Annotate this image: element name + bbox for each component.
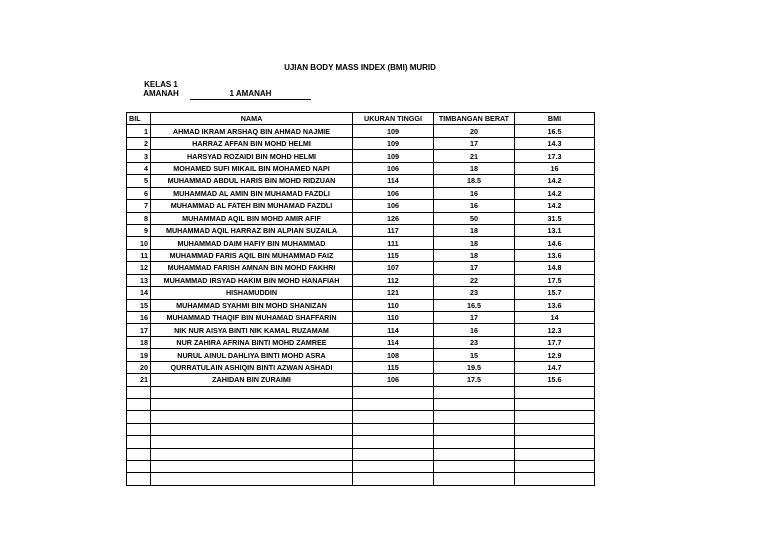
empty-cell <box>353 460 434 472</box>
cell-tinggi: 111 <box>353 237 434 249</box>
cell-bmi: 15.7 <box>515 287 595 299</box>
cell-berat: 18.5 <box>434 175 515 187</box>
table-row <box>127 137 595 149</box>
cell-bmi: 17.3 <box>515 150 595 162</box>
cell-bil: 19 <box>127 349 151 361</box>
empty-row <box>127 423 595 435</box>
cell-tinggi: 106 <box>353 200 434 212</box>
empty-cell <box>151 473 353 485</box>
cell-berat: 19.5 <box>434 361 515 373</box>
bmi-table <box>126 112 595 486</box>
table-row <box>127 312 595 324</box>
table-row <box>127 212 595 224</box>
table-row <box>127 361 595 373</box>
empty-cell <box>515 448 595 460</box>
empty-cell <box>127 473 151 485</box>
empty-cell <box>515 399 595 411</box>
table-row <box>127 324 595 336</box>
empty-cell <box>353 436 434 448</box>
column-header-bmi: BMI <box>515 113 595 125</box>
cell-tinggi: 114 <box>353 324 434 336</box>
empty-cell <box>151 399 353 411</box>
cell-bil: 7 <box>127 200 151 212</box>
empty-row <box>127 448 595 460</box>
cell-bil: 6 <box>127 187 151 199</box>
cell-berat: 16 <box>434 324 515 336</box>
cell-tinggi: 115 <box>353 249 434 261</box>
cell-bil: 3 <box>127 150 151 162</box>
cell-nama: MUHAMMAD FARIS AQIL BIN MUHAMMAD FAIZ <box>151 249 353 261</box>
empty-cell <box>127 460 151 472</box>
cell-bmi: 17.5 <box>515 274 595 286</box>
table-header-row <box>127 113 595 125</box>
cell-berat: 18 <box>434 224 515 236</box>
cell-nama: HISHAMUDDIN <box>151 287 353 299</box>
table-row <box>127 175 595 187</box>
column-header-nama: NAMA <box>151 113 353 125</box>
empty-cell <box>151 423 353 435</box>
kelas-label-line1: KELAS 1 <box>144 80 178 89</box>
cell-bil: 8 <box>127 212 151 224</box>
cell-bmi: 16.5 <box>515 125 595 137</box>
empty-cell <box>127 411 151 423</box>
cell-berat: 21 <box>434 150 515 162</box>
empty-cell <box>353 448 434 460</box>
empty-cell <box>353 473 434 485</box>
cell-bil: 18 <box>127 336 151 348</box>
empty-row <box>127 473 595 485</box>
cell-tinggi: 107 <box>353 262 434 274</box>
cell-bil: 1 <box>127 125 151 137</box>
cell-tinggi: 106 <box>353 162 434 174</box>
cell-berat: 17 <box>434 262 515 274</box>
cell-nama: AHMAD IKRAM ARSHAQ BIN AHMAD NAJMIE <box>151 125 353 137</box>
cell-tinggi: 126 <box>353 212 434 224</box>
cell-nama: MOHAMED SUFI MIKAIL BIN MOHAMED NAPI <box>151 162 353 174</box>
cell-bmi: 14.2 <box>515 200 595 212</box>
empty-cell <box>434 436 515 448</box>
cell-bil: 9 <box>127 224 151 236</box>
empty-cell <box>127 386 151 398</box>
cell-bil: 20 <box>127 361 151 373</box>
cell-berat: 18 <box>434 249 515 261</box>
cell-bmi: 14.2 <box>515 187 595 199</box>
cell-tinggi: 109 <box>353 150 434 162</box>
cell-nama: MUHAMMAD FARISH AMNAN BIN MOHD FAKHRI <box>151 262 353 274</box>
empty-row <box>127 411 595 423</box>
cell-bmi: 14.6 <box>515 237 595 249</box>
cell-bmi: 31.5 <box>515 212 595 224</box>
cell-bil: 14 <box>127 287 151 299</box>
cell-bil: 4 <box>127 162 151 174</box>
empty-cell <box>434 473 515 485</box>
empty-row <box>127 386 595 398</box>
cell-bmi: 12.3 <box>515 324 595 336</box>
cell-berat: 17.5 <box>434 374 515 386</box>
cell-bmi: 14.2 <box>515 175 595 187</box>
cell-berat: 17 <box>434 137 515 149</box>
cell-bil: 16 <box>127 312 151 324</box>
empty-cell <box>127 399 151 411</box>
cell-tinggi: 110 <box>353 312 434 324</box>
cell-bmi: 17.7 <box>515 336 595 348</box>
empty-cell <box>151 411 353 423</box>
cell-nama: MUHAMMAD IRSYAD HAKIM BIN MOHD HANAFIAH <box>151 274 353 286</box>
cell-berat: 18 <box>434 237 515 249</box>
cell-berat: 23 <box>434 287 515 299</box>
cell-tinggi: 109 <box>353 137 434 149</box>
empty-cell <box>353 423 434 435</box>
empty-cell <box>515 436 595 448</box>
column-header-tinggi: UKURAN TINGGI <box>353 113 434 125</box>
cell-bmi: 13.6 <box>515 299 595 311</box>
cell-tinggi: 112 <box>353 274 434 286</box>
cell-tinggi: 110 <box>353 299 434 311</box>
empty-row <box>127 436 595 448</box>
empty-cell <box>353 386 434 398</box>
cell-bil: 13 <box>127 274 151 286</box>
table-row <box>127 224 595 236</box>
cell-nama: HARSYAD ROZAIDI BIN MOHD HELMI <box>151 150 353 162</box>
empty-cell <box>434 460 515 472</box>
table-row <box>127 262 595 274</box>
cell-berat: 17 <box>434 312 515 324</box>
cell-bmi: 14.3 <box>515 137 595 149</box>
cell-nama: MUHAMMAD SYAHMI BIN MOHD SHANIZAN <box>151 299 353 311</box>
cell-nama: MUHAMMAD AQIL BIN MOHD AMIR AFIF <box>151 212 353 224</box>
empty-cell <box>515 473 595 485</box>
cell-tinggi: 121 <box>353 287 434 299</box>
cell-tinggi: 114 <box>353 175 434 187</box>
empty-cell <box>127 436 151 448</box>
empty-cell <box>151 436 353 448</box>
cell-bmi: 14.8 <box>515 262 595 274</box>
empty-cell <box>127 448 151 460</box>
empty-cell <box>151 448 353 460</box>
cell-nama: MUHAMMAD DAIM HAFIY BIN MUHAMMAD <box>151 237 353 249</box>
cell-bil: 2 <box>127 137 151 149</box>
table-row <box>127 237 595 249</box>
cell-nama: NIK NUR AISYA BINTI NIK KAMAL RUZAMAM <box>151 324 353 336</box>
cell-bmi: 13.6 <box>515 249 595 261</box>
cell-bil: 21 <box>127 374 151 386</box>
cell-berat: 23 <box>434 336 515 348</box>
cell-bmi: 15.6 <box>515 374 595 386</box>
cell-nama: HARRAZ AFFAN BIN MOHD HELMI <box>151 137 353 149</box>
cell-tinggi: 114 <box>353 336 434 348</box>
empty-cell <box>515 460 595 472</box>
cell-nama: MUHAMMAD ABDUL HARIS BIN MOHD RIDZUAN <box>151 175 353 187</box>
cell-tinggi: 108 <box>353 349 434 361</box>
empty-cell <box>151 386 353 398</box>
cell-berat: 50 <box>434 212 515 224</box>
cell-nama: QURRATULAIN ASHIQIN BINTI AZWAN ASHADI <box>151 361 353 373</box>
cell-bmi: 14.7 <box>515 361 595 373</box>
cell-berat: 18 <box>434 162 515 174</box>
cell-berat: 15 <box>434 349 515 361</box>
table-row <box>127 274 595 286</box>
page-title: UJIAN BODY MASS INDEX (BMI) MURID <box>284 63 436 72</box>
table-row <box>127 249 595 261</box>
cell-nama: NURUL AINUL DAHLIYA BINTI MOHD ASRA <box>151 349 353 361</box>
cell-nama: MUHAMMAD AL FATEH BIN MUHAMAD FAZDLI <box>151 200 353 212</box>
table-row <box>127 187 595 199</box>
table-row <box>127 336 595 348</box>
empty-cell <box>127 423 151 435</box>
cell-bmi: 13.1 <box>515 224 595 236</box>
cell-bil: 17 <box>127 324 151 336</box>
empty-cell <box>515 411 595 423</box>
cell-berat: 16 <box>434 200 515 212</box>
empty-cell <box>515 423 595 435</box>
table-row <box>127 125 595 137</box>
empty-cell <box>151 460 353 472</box>
table-row <box>127 162 595 174</box>
cell-bil: 5 <box>127 175 151 187</box>
kelas-value: 1 AMANAH <box>190 88 311 100</box>
cell-bmi: 14 <box>515 312 595 324</box>
cell-bmi: 16 <box>515 162 595 174</box>
cell-berat: 22 <box>434 274 515 286</box>
table-row <box>127 374 595 386</box>
empty-cell <box>353 399 434 411</box>
table-row <box>127 287 595 299</box>
table-row <box>127 349 595 361</box>
cell-bil: 10 <box>127 237 151 249</box>
empty-cell <box>434 423 515 435</box>
cell-nama: MUHAMMAD AQIL HARRAZ BIN ALPIAN SUZAILA <box>151 224 353 236</box>
empty-row <box>127 399 595 411</box>
kelas-label-line2: AMANAH <box>143 89 179 98</box>
empty-cell <box>434 386 515 398</box>
cell-tinggi: 117 <box>353 224 434 236</box>
cell-tinggi: 115 <box>353 361 434 373</box>
empty-cell <box>515 386 595 398</box>
cell-bil: 12 <box>127 262 151 274</box>
cell-berat: 16 <box>434 187 515 199</box>
cell-nama: MUHAMMAD THAQIF BIN MUHAMAD SHAFFARIN <box>151 312 353 324</box>
cell-bil: 15 <box>127 299 151 311</box>
cell-nama: MUHAMMAD AL AMIN BIN MUHAMAD FAZDLI <box>151 187 353 199</box>
table-body <box>127 125 595 485</box>
empty-cell <box>434 411 515 423</box>
kelas-label <box>138 80 184 98</box>
table-row <box>127 200 595 212</box>
empty-row <box>127 460 595 472</box>
empty-cell <box>434 448 515 460</box>
cell-nama: NUR ZAHIRA AFRINA BINTI MOHD ZAMREE <box>151 336 353 348</box>
cell-berat: 20 <box>434 125 515 137</box>
table-row <box>127 299 595 311</box>
table-row <box>127 150 595 162</box>
cell-tinggi: 106 <box>353 187 434 199</box>
cell-berat: 16.5 <box>434 299 515 311</box>
cell-tinggi: 109 <box>353 125 434 137</box>
empty-cell <box>353 411 434 423</box>
cell-nama: ZAHIDAN BIN ZURAIMI <box>151 374 353 386</box>
column-header-berat: TIMBANGAN BERAT <box>434 113 515 125</box>
empty-cell <box>434 399 515 411</box>
cell-tinggi: 106 <box>353 374 434 386</box>
cell-bil: 11 <box>127 249 151 261</box>
column-header-bil: BIL <box>127 113 151 125</box>
cell-bmi: 12.9 <box>515 349 595 361</box>
